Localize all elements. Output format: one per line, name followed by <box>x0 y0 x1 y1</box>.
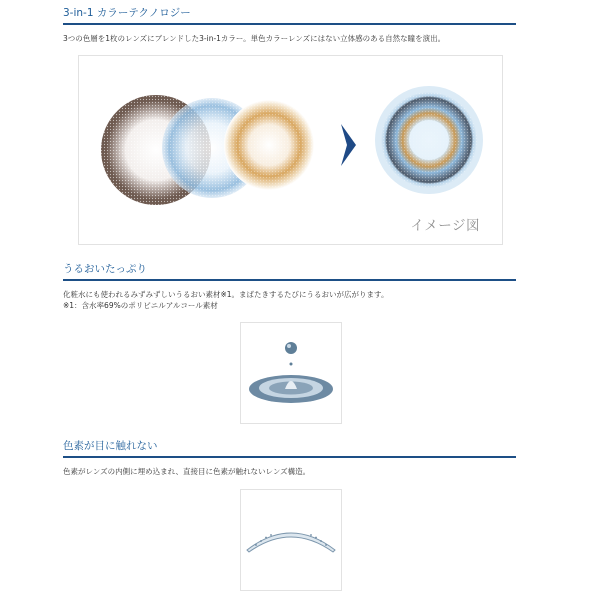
arrow-right-icon <box>341 124 356 166</box>
lens-illustration-frame <box>78 55 503 245</box>
section-description-3in1: 3つの色層を1枚のレンズにブレンドした3-in-1カラー。単色カラーレンズにはない立体感のある自然な瞳を演出。 <box>63 34 446 43</box>
footnote-moisture: ※1：含水率69%のポリビニルアルコール素材 <box>63 301 218 310</box>
section-description-moisture: 化粧水にも使われるみずみずしいうるおい素材※1。まばたきするたびにうるおいが広がります。 <box>63 290 389 299</box>
lens-arc-icon <box>247 533 335 552</box>
section-title-moisture: うるおいたっぷり <box>63 262 516 281</box>
moisture-illustration-frame <box>240 322 342 424</box>
water-drop-illustration <box>241 323 341 423</box>
section-title-pigment: 色素が目に触れない <box>63 439 516 458</box>
image-caption: イメージ図 <box>410 218 480 234</box>
lens-structure-illustration-frame <box>240 489 342 591</box>
section-title-3in1: 3-in-1 カラーテクノロジー <box>63 6 516 25</box>
section-description-pigment: 色素がレンズの内側に埋め込まれ、直接目に色素が触れないレンズ構造。 <box>63 467 311 476</box>
water-drop-icon <box>285 342 297 354</box>
lens-cross-section-illustration <box>241 490 341 590</box>
